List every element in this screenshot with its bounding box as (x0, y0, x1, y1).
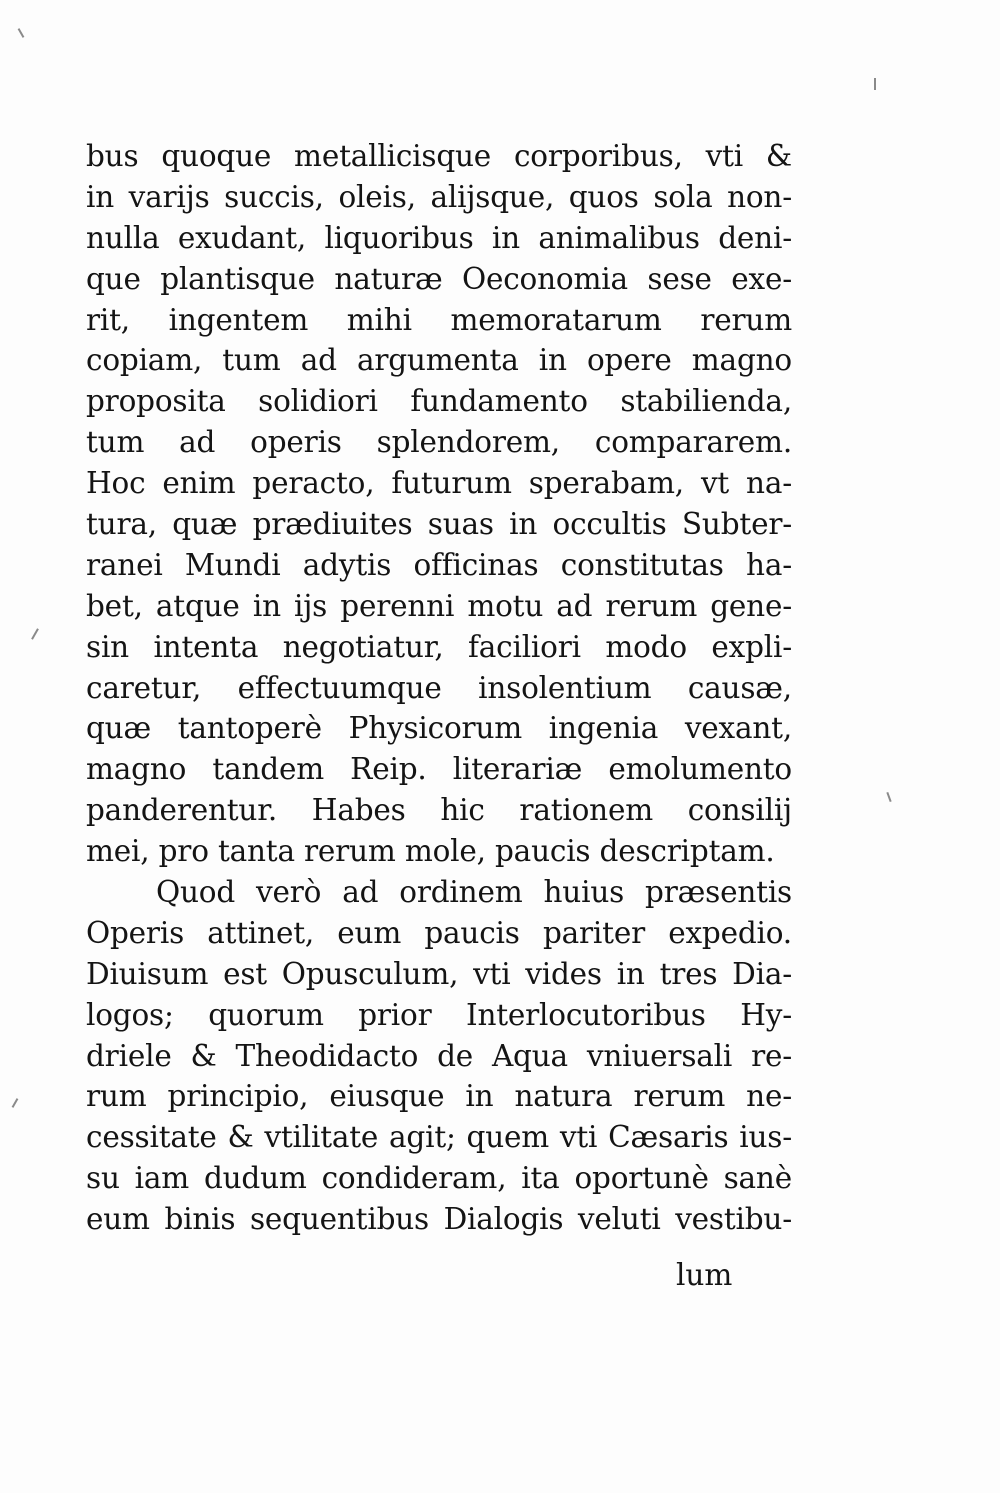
text-line: sin intenta negotiatur, faciliori modo expli- (86, 629, 792, 664)
text-line: driele & Theodidacto de Aqua vniuersali re- (86, 1038, 792, 1073)
text-line: logos; quorum prior Interlocutoribus Hy- (86, 997, 792, 1032)
text-line: proposita solidiori fundamento stabilienda, (86, 384, 792, 419)
text-line: su iam dudum condideram, ita oportunè sanè (86, 1161, 792, 1196)
text-line: rit, ingentem mihi memoratarum rerum (86, 302, 792, 337)
text-line: in varijs succis, oleis, alijsque, quos sola non- (86, 179, 792, 214)
text-line: tum ad operis splendorem, compararem. (86, 425, 792, 460)
text-line: quæ tantoperè Physicorum ingenia vexant, (86, 711, 792, 746)
margin-speck (886, 792, 891, 802)
margin-speck (12, 1098, 19, 1108)
text-line: eum binis sequentibus Dialogis veluti vestibu- (86, 1202, 792, 1237)
margin-speck (18, 28, 25, 38)
text-line: panderentur. Habes hic rationem consilij (86, 793, 792, 828)
body-text (86, 136, 792, 1240)
text-line: caretur, effectuumque insolentium causæ, (86, 670, 792, 705)
text-line: que plantisque naturæ Oeconomia sese exe- (86, 261, 792, 296)
text-line: magno tandem Reip. literariæ emolumento (86, 752, 792, 787)
text-line: ranei Mundi adytis officinas constitutas ha- (86, 547, 792, 582)
margin-speck (31, 628, 39, 639)
text-line: cessitate & vtilitate agit; quem vti Cæsaris ius- (86, 1120, 792, 1155)
paragraph-start-line: Quod verò ad ordinem huius præsentis (156, 875, 792, 910)
text-line: tura, quæ prædiuites suas in occultis Subter- (86, 507, 792, 542)
margin-speck (874, 78, 876, 90)
text-line: rum principio, eiusque in natura rerum ne- (86, 1079, 792, 1114)
text-line: copiam, tum ad argumenta in opere magno (86, 343, 792, 378)
text-line: Diuisum est Opusculum, vti vides in tres Dia- (86, 956, 792, 991)
text-line: Hoc enim peracto, futurum sperabam, vt na- (86, 466, 792, 501)
text-line: bus quoque metallicisque corporibus, vti & (86, 139, 792, 173)
text-line: Operis attinet, eum paucis pariter expedio. (86, 915, 792, 950)
text-line: mei, pro tanta rerum mole, paucis descriptam. (86, 834, 775, 869)
catchword: lum (676, 1258, 733, 1292)
text-line: nulla exudant, liquoribus in animalibus deni- (86, 220, 792, 255)
text-line: bet, atque in ijs perenni motu ad rerum gene- (86, 588, 792, 623)
